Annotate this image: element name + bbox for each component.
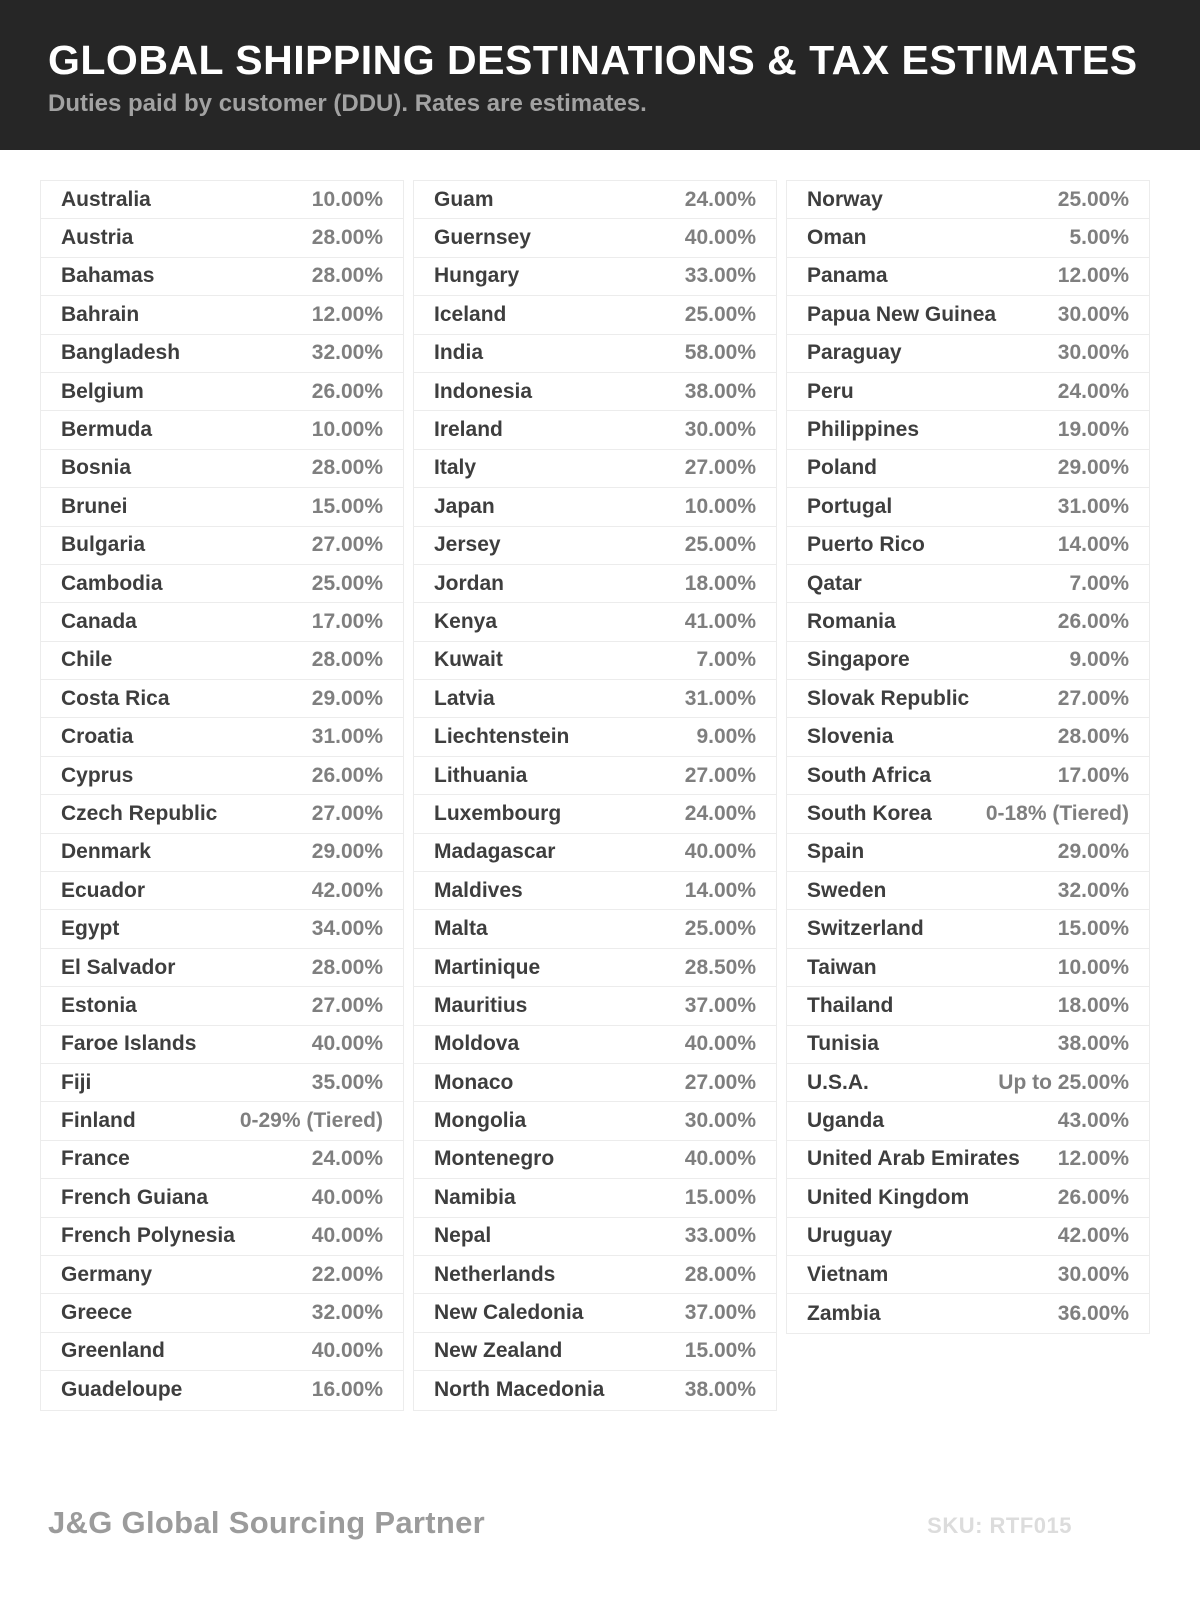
country-name: Taiwan: [807, 955, 877, 979]
tax-rate: 28.00%: [311, 456, 383, 480]
tax-rate: 42.00%: [1057, 1224, 1129, 1248]
country-name: Belgium: [61, 379, 144, 403]
table-row: [787, 373, 1149, 411]
tax-rate: 0-18% (Tiered): [985, 801, 1129, 825]
tax-rate: 16.00%: [311, 1378, 383, 1402]
country-name: Japan: [434, 494, 495, 518]
tax-rate: 18.00%: [1057, 993, 1129, 1017]
tax-rate: 14.00%: [1057, 533, 1129, 557]
country-name: Poland: [807, 456, 878, 480]
tax-rate: 35.00%: [311, 1070, 383, 1094]
country-name: Germany: [61, 1262, 153, 1286]
table-row: [787, 680, 1149, 718]
country-name: French Guiana: [61, 1185, 209, 1209]
country-name: New Caledonia: [434, 1301, 584, 1325]
tax-rate: 24.00%: [1057, 379, 1129, 403]
country-name: Paraguay: [807, 341, 902, 365]
tax-rate: 28.00%: [311, 648, 383, 672]
rate-column-2: [413, 180, 777, 1411]
country-name: Uruguay: [807, 1224, 893, 1248]
country-name: Slovak Republic: [807, 686, 970, 710]
tax-rate: 26.00%: [1057, 609, 1129, 633]
country-name: Egypt: [61, 917, 120, 941]
table-row: [414, 1179, 776, 1217]
country-name: Iceland: [434, 302, 507, 326]
country-name: Denmark: [61, 840, 151, 864]
table-row: [414, 680, 776, 718]
table-row: [787, 949, 1149, 987]
table-row: [787, 488, 1149, 526]
tax-rate: 27.00%: [684, 456, 756, 480]
tax-rate: 30.00%: [684, 418, 756, 442]
country-name: Estonia: [61, 993, 137, 1017]
table-row: [414, 1333, 776, 1371]
country-name: U.S.A.: [807, 1070, 869, 1094]
tax-rate: 10.00%: [1057, 955, 1129, 979]
table-row: [414, 834, 776, 872]
country-name: Czech Republic: [61, 801, 218, 825]
country-name: Latvia: [434, 686, 495, 710]
table-row: [41, 1026, 403, 1064]
tax-rate: 25.00%: [311, 571, 383, 595]
country-name: Greece: [61, 1301, 133, 1325]
table-row: [787, 834, 1149, 872]
tax-rate: 29.00%: [311, 840, 383, 864]
country-name: India: [434, 341, 484, 365]
country-name: Romania: [807, 609, 896, 633]
table-row: [414, 1102, 776, 1140]
table-row: [414, 1256, 776, 1294]
country-name: Jersey: [434, 533, 501, 557]
table-row: [787, 987, 1149, 1025]
country-name: North Macedonia: [434, 1378, 605, 1402]
tax-rate: 27.00%: [311, 993, 383, 1017]
country-name: Bahrain: [61, 302, 140, 326]
tax-rate: 25.00%: [684, 533, 756, 557]
country-name: Puerto Rico: [807, 533, 925, 557]
country-name: Kuwait: [434, 648, 503, 672]
tax-rate: 29.00%: [1057, 840, 1129, 864]
tax-rate: 28.00%: [311, 226, 383, 250]
country-name: Norway: [807, 187, 883, 211]
tax-rate: 27.00%: [311, 533, 383, 557]
table-row: [414, 603, 776, 641]
table-row: [414, 450, 776, 488]
tax-rate: 38.00%: [684, 1378, 756, 1402]
tax-rate: 40.00%: [684, 226, 756, 250]
table-row: [414, 219, 776, 257]
tax-rate: 40.00%: [684, 840, 756, 864]
country-name: Panama: [807, 264, 888, 288]
table-row: [41, 181, 403, 219]
country-name: Mongolia: [434, 1109, 527, 1133]
tax-rate: 26.00%: [1057, 1185, 1129, 1209]
country-name: United Kingdom: [807, 1185, 970, 1209]
table-row: [787, 258, 1149, 296]
country-name: Thailand: [807, 993, 894, 1017]
country-name: Kenya: [434, 609, 498, 633]
country-name: Faroe Islands: [61, 1032, 197, 1056]
sku-label: SKU: RTF015: [927, 1513, 1072, 1538]
country-name: Brunei: [61, 494, 128, 518]
country-name: Oman: [807, 226, 867, 250]
rate-column-3: [786, 180, 1150, 1334]
tax-rate: 28.00%: [684, 1262, 756, 1286]
table-row: [787, 718, 1149, 756]
table-row: [787, 411, 1149, 449]
table-row: [787, 1064, 1149, 1102]
table-row: [41, 1371, 403, 1409]
tax-rate: Up to 25.00%: [998, 1070, 1129, 1094]
country-name: Uganda: [807, 1109, 885, 1133]
tax-rate: 12.00%: [1057, 1147, 1129, 1171]
table-row: [414, 258, 776, 296]
country-name: Canada: [61, 609, 137, 633]
table-row: [787, 1102, 1149, 1140]
tax-rate: 17.00%: [1057, 763, 1129, 787]
tax-rate: 7.00%: [1069, 571, 1129, 595]
tax-rate: 0-29% (Tiered): [239, 1109, 383, 1133]
tax-rate: 38.00%: [1057, 1032, 1129, 1056]
table-row: [787, 872, 1149, 910]
table-row: [41, 411, 403, 449]
tax-rate: 15.00%: [684, 1339, 756, 1363]
country-name: Monaco: [434, 1070, 514, 1094]
table-row: [787, 642, 1149, 680]
tax-rate: 40.00%: [311, 1185, 383, 1209]
table-row: [41, 1179, 403, 1217]
tax-rate: 36.00%: [1057, 1301, 1129, 1325]
table-row: [414, 1064, 776, 1102]
table-row: [787, 527, 1149, 565]
country-name: Philippines: [807, 418, 920, 442]
country-name: Bosnia: [61, 456, 132, 480]
country-name: Netherlands: [434, 1262, 556, 1286]
tax-rate: 24.00%: [684, 801, 756, 825]
page-title: GLOBAL SHIPPING DESTINATIONS & TAX ESTIMATES: [48, 37, 1138, 83]
tax-rate: 30.00%: [1057, 1262, 1129, 1286]
tax-rate: 9.00%: [1069, 648, 1129, 672]
country-name: Martinique: [434, 955, 541, 979]
table-row: [41, 718, 403, 756]
table-row: [41, 757, 403, 795]
table-row: [41, 795, 403, 833]
country-name: Slovenia: [807, 725, 894, 749]
tax-rate: 40.00%: [311, 1032, 383, 1056]
table-row: [787, 1294, 1149, 1332]
country-name: Zambia: [807, 1301, 881, 1325]
country-name: Nepal: [434, 1224, 492, 1248]
tax-rate: 40.00%: [311, 1339, 383, 1363]
tax-rate: 40.00%: [684, 1147, 756, 1171]
table-row: [41, 642, 403, 680]
table-row: [41, 373, 403, 411]
table-row: [414, 718, 776, 756]
country-name: Australia: [61, 187, 151, 211]
tax-rate: 32.00%: [1057, 878, 1129, 902]
tax-rate: 14.00%: [684, 878, 756, 902]
table-row: [787, 1218, 1149, 1256]
tax-rate: 33.00%: [684, 264, 756, 288]
country-name: Malta: [434, 917, 488, 941]
country-name: Lithuania: [434, 763, 528, 787]
tax-rate: 25.00%: [684, 917, 756, 941]
table-row: [41, 1294, 403, 1332]
tax-rate: 12.00%: [311, 302, 383, 326]
country-name: Maldives: [434, 878, 523, 902]
country-name: Hungary: [434, 264, 520, 288]
table-row: [787, 335, 1149, 373]
table-row: [41, 834, 403, 872]
table-row: [787, 910, 1149, 948]
table-row: [41, 1333, 403, 1371]
tax-rate: 31.00%: [684, 686, 756, 710]
tax-rate: 30.00%: [1057, 302, 1129, 326]
tax-rate: 9.00%: [696, 725, 756, 749]
table-row: [414, 565, 776, 603]
table-row: [41, 219, 403, 257]
country-name: Montenegro: [434, 1147, 555, 1171]
tax-rate: 10.00%: [311, 418, 383, 442]
table-row: [414, 296, 776, 334]
country-name: Singapore: [807, 648, 910, 672]
table-row: [41, 488, 403, 526]
footer: [0, 1505, 1200, 1541]
table-row: [414, 987, 776, 1025]
table-row: [787, 1179, 1149, 1217]
tax-rate: 7.00%: [696, 648, 756, 672]
table-row: [41, 872, 403, 910]
tax-rate: 27.00%: [1057, 686, 1129, 710]
table-row: [414, 411, 776, 449]
tax-rate: 28.00%: [311, 955, 383, 979]
country-name: Cyprus: [61, 763, 134, 787]
country-name: Greenland: [61, 1339, 165, 1363]
table-row: [41, 296, 403, 334]
table-row: [787, 1026, 1149, 1064]
table-row: [414, 1026, 776, 1064]
tax-rate: 42.00%: [311, 878, 383, 902]
country-name: Peru: [807, 379, 854, 403]
country-name: Portugal: [807, 494, 893, 518]
country-name: New Zealand: [434, 1339, 563, 1363]
table-row: [41, 1064, 403, 1102]
table-row: [414, 1294, 776, 1332]
rates-table: [0, 180, 1200, 1411]
tax-rate: 41.00%: [684, 609, 756, 633]
table-row: [41, 565, 403, 603]
country-name: Guadeloupe: [61, 1378, 183, 1402]
country-name: Italy: [434, 456, 477, 480]
country-name: South Africa: [807, 763, 932, 787]
table-row: [787, 181, 1149, 219]
tax-rate: 18.00%: [684, 571, 756, 595]
country-name: France: [61, 1147, 130, 1171]
tax-rate: 25.00%: [684, 302, 756, 326]
table-row: [787, 603, 1149, 641]
country-name: Madagascar: [434, 840, 556, 864]
tax-rate: 31.00%: [1057, 494, 1129, 518]
tax-rate: 15.00%: [311, 494, 383, 518]
country-name: Tunisia: [807, 1032, 879, 1056]
table-row: [41, 1256, 403, 1294]
country-name: Mauritius: [434, 993, 528, 1017]
country-name: French Polynesia: [61, 1224, 235, 1248]
country-name: Finland: [61, 1109, 136, 1133]
country-name: Guam: [434, 187, 494, 211]
country-name: Luxembourg: [434, 801, 562, 825]
tax-rate: 38.00%: [684, 379, 756, 403]
country-name: South Korea: [807, 801, 932, 825]
country-name: United Arab Emirates: [807, 1147, 1020, 1171]
table-row: [41, 987, 403, 1025]
country-name: Bahamas: [61, 264, 155, 288]
tax-rate: 33.00%: [684, 1224, 756, 1248]
table-row: [414, 910, 776, 948]
tax-rate: 37.00%: [684, 1301, 756, 1325]
tax-rate: 24.00%: [311, 1147, 383, 1171]
table-row: [414, 488, 776, 526]
table-row: [414, 527, 776, 565]
table-row: [414, 949, 776, 987]
country-name: Namibia: [434, 1185, 516, 1209]
tax-rate: 25.00%: [1057, 187, 1129, 211]
tax-rate: 27.00%: [684, 1070, 756, 1094]
tax-rate: 30.00%: [684, 1109, 756, 1133]
table-row: [787, 450, 1149, 488]
table-row: [414, 1371, 776, 1409]
tax-rate: 27.00%: [684, 763, 756, 787]
country-name: Ecuador: [61, 878, 146, 902]
table-row: [787, 565, 1149, 603]
header-banner: [0, 0, 1200, 150]
table-row: [41, 1218, 403, 1256]
country-name: Liechtenstein: [434, 725, 570, 749]
country-name: Sweden: [807, 878, 887, 902]
table-row: [787, 1141, 1149, 1179]
tax-rate: 28.00%: [311, 264, 383, 288]
tax-rate: 43.00%: [1057, 1109, 1129, 1133]
table-row: [787, 1256, 1149, 1294]
tax-rate: 10.00%: [684, 494, 756, 518]
table-row: [41, 910, 403, 948]
rate-column-1: [40, 180, 404, 1411]
tax-rate: 40.00%: [684, 1032, 756, 1056]
table-row: [41, 949, 403, 987]
tax-rate: 12.00%: [1057, 264, 1129, 288]
table-row: [41, 527, 403, 565]
tax-rate: 32.00%: [311, 1301, 383, 1325]
table-row: [41, 603, 403, 641]
country-name: Austria: [61, 226, 134, 250]
country-name: Chile: [61, 648, 113, 672]
table-row: [414, 795, 776, 833]
tax-rate: 28.50%: [684, 955, 756, 979]
tax-rate: 58.00%: [684, 341, 756, 365]
tax-rate: 22.00%: [311, 1262, 383, 1286]
country-name: Jordan: [434, 571, 505, 595]
country-name: Fiji: [61, 1070, 92, 1094]
tax-rate: 37.00%: [684, 993, 756, 1017]
tax-rate: 15.00%: [1057, 917, 1129, 941]
table-row: [787, 296, 1149, 334]
country-name: Costa Rica: [61, 686, 170, 710]
table-row: [414, 373, 776, 411]
country-name: Indonesia: [434, 379, 533, 403]
tax-rate: 27.00%: [311, 801, 383, 825]
country-name: Ireland: [434, 418, 503, 442]
country-name: Spain: [807, 840, 865, 864]
table-row: [414, 335, 776, 373]
tax-rate: 26.00%: [311, 379, 383, 403]
country-name: Bangladesh: [61, 341, 181, 365]
table-row: [787, 795, 1149, 833]
country-name: Cambodia: [61, 571, 163, 595]
tax-rate: 10.00%: [311, 187, 383, 211]
table-row: [41, 450, 403, 488]
tax-rate: 5.00%: [1069, 226, 1129, 250]
tax-rate: 29.00%: [311, 686, 383, 710]
country-name: Croatia: [61, 725, 134, 749]
country-name: Guernsey: [434, 226, 531, 250]
table-row: [787, 219, 1149, 257]
country-name: El Salvador: [61, 955, 176, 979]
tax-rate: 40.00%: [311, 1224, 383, 1248]
tax-rate: 28.00%: [1057, 725, 1129, 749]
tax-rate: 17.00%: [311, 609, 383, 633]
tax-rate: 32.00%: [311, 341, 383, 365]
brand-name: J&G Global Sourcing Partner: [48, 1505, 486, 1540]
country-name: Switzerland: [807, 917, 924, 941]
tax-rate: 31.00%: [311, 725, 383, 749]
tax-rate: 30.00%: [1057, 341, 1129, 365]
table-row: [414, 757, 776, 795]
tax-rate: 19.00%: [1057, 418, 1129, 442]
table-row: [41, 1102, 403, 1140]
table-row: [414, 1141, 776, 1179]
country-name: Bulgaria: [61, 533, 146, 557]
country-name: Qatar: [807, 571, 862, 595]
table-row: [41, 258, 403, 296]
country-name: Bermuda: [61, 418, 153, 442]
table-row: [787, 757, 1149, 795]
table-row: [414, 642, 776, 680]
table-row: [41, 680, 403, 718]
tax-rate: 29.00%: [1057, 456, 1129, 480]
table-row: [41, 335, 403, 373]
table-row: [414, 872, 776, 910]
table-row: [414, 181, 776, 219]
table-row: [414, 1218, 776, 1256]
country-name: Vietnam: [807, 1262, 889, 1286]
tax-rate: 34.00%: [311, 917, 383, 941]
table-row: [41, 1141, 403, 1179]
tax-rate: 15.00%: [684, 1185, 756, 1209]
country-name: Papua New Guinea: [807, 302, 997, 326]
tax-rate: 26.00%: [311, 763, 383, 787]
country-name: Moldova: [434, 1032, 520, 1056]
page-subtitle: Duties paid by customer (DDU). Rates are estimates.: [48, 90, 647, 118]
tax-rate: 24.00%: [684, 187, 756, 211]
